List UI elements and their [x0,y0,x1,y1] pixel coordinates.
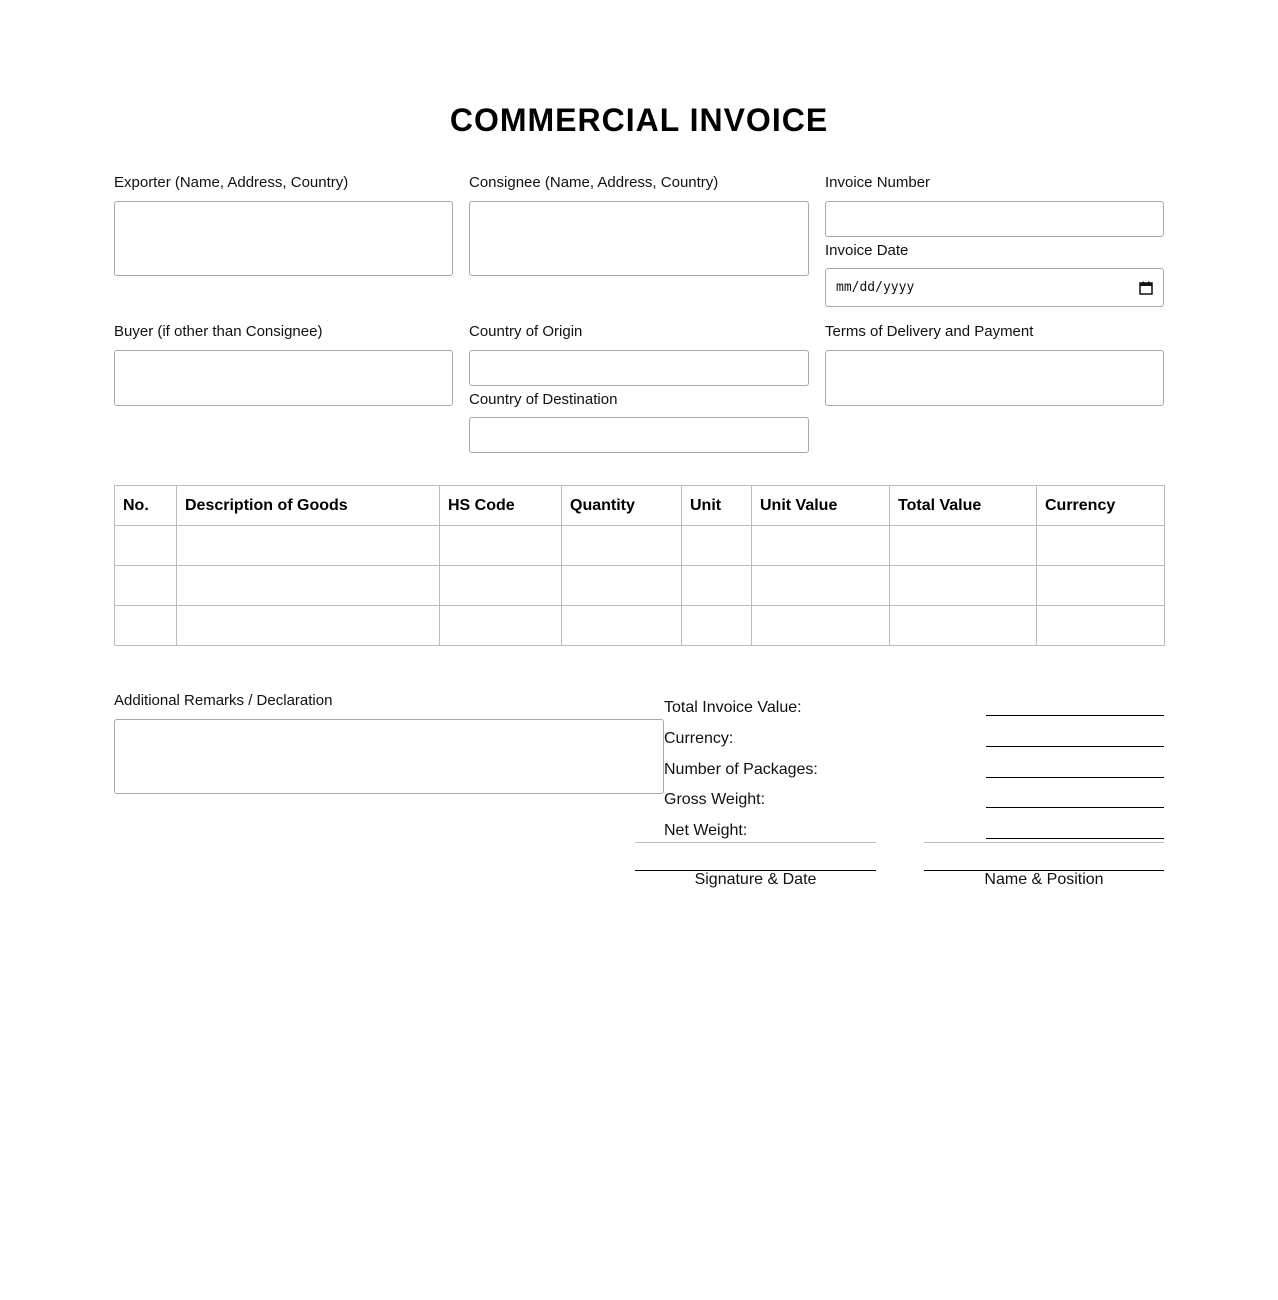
invoice-date-input[interactable] [825,268,1164,307]
table-cell[interactable] [752,526,890,566]
remarks-field[interactable] [114,719,664,794]
invoice-date-placeholder: mm/dd/yyyy [836,280,915,295]
table-cell[interactable] [890,526,1037,566]
table-cell[interactable] [115,606,177,646]
column-header-unit-value: Unit Value [752,486,890,526]
buyer-label: Buyer (if other than Consignee) [114,323,323,340]
table-cell[interactable] [1037,606,1165,646]
table-cell[interactable] [177,526,440,566]
document-title: COMMERCIAL INVOICE [449,102,829,138]
exporter-field[interactable] [114,201,453,276]
consignee-label: Consignee (Name, Address, Country) [469,174,719,191]
goods-table [114,485,1165,646]
table-cell[interactable] [752,566,890,606]
summary-line-total-invoice-value[interactable] [986,715,1164,716]
terms-label: Terms of Delivery and Payment [825,323,1034,340]
name-divider [924,842,1164,843]
summary-label-net-weight: Net Weight: [664,822,748,839]
calendar-icon[interactable] [1139,281,1153,295]
table-cell[interactable] [115,526,177,566]
summary-label-currency: Currency: [664,730,734,747]
exporter-label: Exporter (Name, Address, Country) [114,174,349,191]
signature-caption: Signature & Date [694,871,817,888]
table-cell[interactable] [440,566,562,606]
column-header-total-value: Total Value [890,486,1037,526]
signature-divider [635,842,876,843]
table-cell[interactable] [440,526,562,566]
summary-label-gross-weight: Gross Weight: [664,791,766,808]
buyer-field[interactable] [114,350,453,406]
table-cell[interactable] [1037,526,1165,566]
table-cell[interactable] [562,526,682,566]
table-cell[interactable] [440,606,562,646]
table-row [115,566,1165,606]
table-cell[interactable] [682,606,752,646]
table-cell[interactable] [682,566,752,606]
table-cell[interactable] [562,606,682,646]
table-header-row [115,486,1165,526]
remarks-label: Additional Remarks / Declaration [114,692,333,709]
column-header-quantity: Quantity [562,486,682,526]
column-header-description: Description of Goods [177,486,440,526]
invoice-number-input[interactable] [825,201,1164,237]
summary-line-currency[interactable] [986,746,1164,747]
table-cell[interactable] [115,566,177,606]
summary-label-number-of-packages: Number of Packages: [664,761,818,778]
table-cell[interactable] [890,606,1037,646]
summary-line-gross-weight[interactable] [986,807,1164,808]
table-row [115,526,1165,566]
column-header-no: No. [115,486,177,526]
terms-field[interactable] [825,350,1164,406]
column-header-unit: Unit [682,486,752,526]
country-of-origin-input[interactable] [469,350,809,386]
consignee-field[interactable] [469,201,809,276]
table-cell[interactable] [752,606,890,646]
country-of-origin-label: Country of Origin [469,323,583,340]
table-row [115,606,1165,646]
country-of-destination-input[interactable] [469,417,809,453]
summary-line-net-weight[interactable] [986,838,1164,839]
table-cell[interactable] [1037,566,1165,606]
table-cell[interactable] [177,606,440,646]
summary-label-total-invoice-value: Total Invoice Value: [664,699,802,716]
summary-line-number-of-packages[interactable] [986,777,1164,778]
invoice-number-label: Invoice Number [825,174,931,191]
column-header-hs-code: HS Code [440,486,562,526]
table-cell[interactable] [890,566,1037,606]
country-of-destination-label: Country of Destination [469,391,618,408]
table-cell[interactable] [682,526,752,566]
table-cell[interactable] [177,566,440,606]
table-cell[interactable] [562,566,682,606]
invoice-date-label: Invoice Date [825,242,909,259]
column-header-currency: Currency [1037,486,1165,526]
name-position-caption: Name & Position [984,871,1104,888]
